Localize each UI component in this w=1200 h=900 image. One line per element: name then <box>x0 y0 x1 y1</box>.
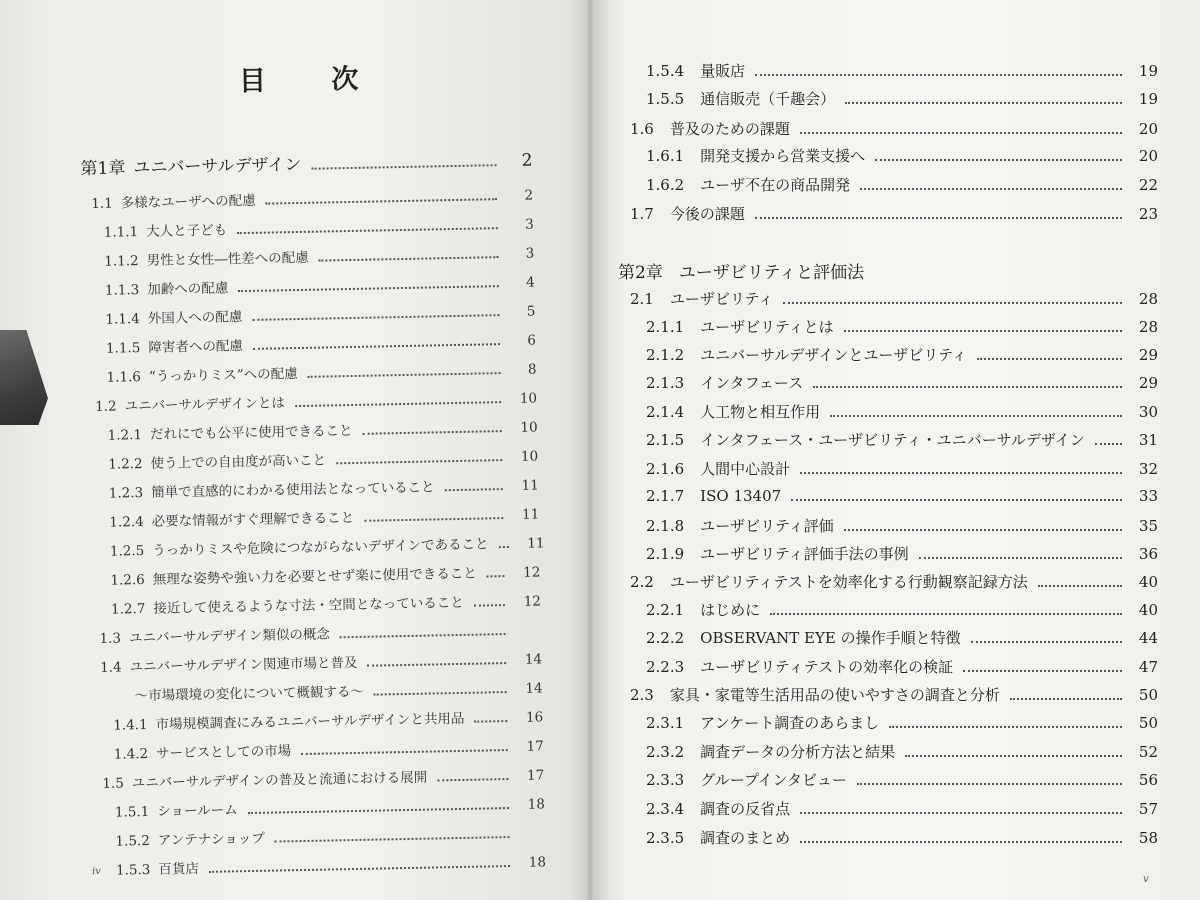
dot-leader <box>237 227 498 234</box>
toc-entry[interactable] <box>646 798 1158 819</box>
toc-entry-page: 6 <box>527 332 537 349</box>
toc-entry-title: ISO 13407 <box>700 487 782 505</box>
toc-entry-number: 2.1.9 <box>646 545 685 563</box>
toc-entry-title: インタフェース <box>700 374 804 392</box>
toc-entry[interactable] <box>646 656 1158 677</box>
toc-entry-title: はじめに <box>700 601 761 619</box>
dot-leader <box>844 529 1122 531</box>
dot-leader <box>445 488 503 491</box>
dot-leader <box>474 604 505 607</box>
toc-entry-page: 29 <box>1138 346 1158 364</box>
dot-leader <box>1038 585 1122 587</box>
toc-entry-page: 8 <box>527 361 537 378</box>
dot-leader <box>374 691 507 696</box>
toc-entry[interactable] <box>646 515 1158 536</box>
toc-entry-number: 1.5.2 <box>115 832 150 850</box>
toc-entry[interactable] <box>646 627 1158 648</box>
dot-leader <box>474 720 507 723</box>
toc-entry[interactable] <box>102 763 544 791</box>
toc-entry[interactable] <box>646 599 1158 620</box>
toc-entry-title: ユーザビリティテストの効率化の検証 <box>700 658 954 676</box>
toc-entry-title: ユーザビリティ評価 <box>700 517 834 535</box>
toc-entry-page: 3 <box>525 245 535 262</box>
toc-entry-title: 量販店 <box>700 62 746 80</box>
toc-entry-page: 5 <box>526 303 536 320</box>
toc-entry-title: 男性と女性―性差への配慮 <box>146 249 309 269</box>
dot-leader <box>1095 443 1122 445</box>
left-page-content <box>0 0 588 900</box>
toc-entry-number: 第2章 <box>618 263 663 283</box>
toc-entry-page: 20 <box>1138 120 1158 138</box>
toc-entry-title: ユニバーサルデザイン <box>133 154 302 179</box>
toc-entry-page: 44 <box>1138 629 1158 647</box>
dot-leader <box>844 330 1122 332</box>
dot-leader <box>275 836 510 843</box>
toc-entry[interactable] <box>105 299 535 327</box>
toc-entry-page: 40 <box>1138 573 1158 591</box>
dot-leader <box>248 807 509 814</box>
toc-entry-title: 大人と子ども <box>145 222 228 240</box>
toc-entry[interactable] <box>114 734 544 762</box>
dot-leader <box>209 865 510 873</box>
toc-entry[interactable] <box>646 487 1158 505</box>
toc-entry-number: 2.3 <box>630 686 654 704</box>
toc-entry-number: 1.1.4 <box>105 311 140 328</box>
toc-entry-page: 10 <box>520 419 538 436</box>
toc-entry[interactable] <box>109 531 545 560</box>
toc-entry-number: 2.2.3 <box>646 658 685 676</box>
toc-entry-page: 18 <box>527 796 546 813</box>
dot-leader <box>977 358 1122 360</box>
toc-entry-page: 28 <box>1138 290 1158 308</box>
toc-entry-number: 1.6 <box>630 120 654 138</box>
toc-entry[interactable] <box>116 850 546 878</box>
toc-entry-page: 33 <box>1138 487 1158 505</box>
dot-leader <box>845 102 1122 104</box>
toc-entry-page: 10 <box>519 390 538 407</box>
toc-entry-page: 32 <box>1138 460 1158 478</box>
toc-entry[interactable] <box>107 415 537 443</box>
toc-entry-title: 百貨店 <box>158 861 200 878</box>
toc-entry-number: 1.1.2 <box>104 253 139 270</box>
toc-entry-number: 1.2.7 <box>110 600 146 618</box>
toc-entry-page: 4 <box>526 274 535 291</box>
toc-entry-number: 2.1.4 <box>646 403 685 421</box>
toc-entry-title: 人工物と相互作用 <box>700 403 821 421</box>
toc-entry-title: インタフェース・ユーザビリティ・ユニバーサルデザイン <box>700 431 1085 449</box>
toc-entry-page: 20 <box>1138 147 1158 165</box>
toc-entry[interactable] <box>630 684 1158 705</box>
dot-leader <box>368 662 507 667</box>
toc-entry-number: 1.6.2 <box>646 176 685 194</box>
toc-entry-title: ユーザ不在の商品開発 <box>700 176 851 194</box>
toc-entry-title: ユーザビリティテストを効率化する行動観察記録方法 <box>669 573 1028 591</box>
toc-entry[interactable] <box>105 270 535 298</box>
toc-entry-title: ユーザビリティと評価法 <box>678 263 865 283</box>
toc-entry-number: 1.1.5 <box>105 340 141 357</box>
toc-entry-title: ユニバーサルデザイン類似の概念 <box>128 626 331 647</box>
toc-entry[interactable] <box>109 473 539 501</box>
dot-leader <box>755 217 1122 219</box>
toc-entry-number: 2.2 <box>630 573 654 591</box>
toc-entry[interactable] <box>113 705 543 733</box>
toc-entry[interactable] <box>646 60 1158 81</box>
toc-entry-title: 使う上での自由度が高いこと <box>150 452 327 472</box>
dot-leader <box>800 132 1122 134</box>
toc-entry-title: 調査の反省点 <box>700 800 791 818</box>
toc-entry-number: 2.1.8 <box>646 517 685 535</box>
toc-entry-title: 人間中心設計 <box>700 460 791 478</box>
toc-entry[interactable] <box>91 183 533 211</box>
toc-entry[interactable] <box>100 647 542 675</box>
toc-entry-page: 16 <box>525 709 544 726</box>
toc-entry[interactable] <box>646 741 1158 762</box>
toc-entry-page: 50 <box>1138 686 1158 704</box>
toc-entry[interactable] <box>646 429 1158 450</box>
toc-entry-number: 2.1.7 <box>646 487 685 505</box>
toc-entry-chapter-1[interactable] <box>80 145 532 179</box>
dot-leader <box>295 401 501 407</box>
dot-leader <box>336 459 502 464</box>
toc-entry-number: 2.3.2 <box>646 743 685 761</box>
toc-entry-title: 調査のまとめ <box>700 829 791 847</box>
toc-entry-title: OBSERVANT EYE の操作手順と特徴 <box>700 629 961 647</box>
toc-entry-number: 2.2.1 <box>646 601 685 619</box>
toc-entry-number: 1.2.5 <box>109 543 145 560</box>
toc-entry[interactable] <box>95 386 537 414</box>
toc-entry-title: アンケート調査のあらまし <box>700 714 880 732</box>
dot-leader <box>783 302 1122 304</box>
toc-entry-title: 多様なユーザへの配慮 <box>120 192 256 212</box>
toc-entry-title: ユニバーサルデザインとユーザビリティ <box>700 346 967 364</box>
dot-leader <box>238 285 499 292</box>
dot-leader <box>860 188 1122 190</box>
dot-leader <box>340 633 506 638</box>
toc-entry[interactable] <box>110 560 540 588</box>
toc-entry-title: ユーザビリティ評価手法の事例 <box>700 545 909 563</box>
toc-entry-title: グループインタビュー <box>700 771 848 789</box>
toc-entry-number: 1.2.4 <box>109 514 144 531</box>
toc-entry-chapter-2[interactable] <box>618 258 1158 283</box>
toc-entry-page: 36 <box>1138 545 1158 563</box>
toc-entry-page: 17 <box>526 738 544 755</box>
toc-entry-title: 調査データの分析方法と結果 <box>700 743 896 761</box>
toc-entry-page: 17 <box>526 767 545 784</box>
toc-entry-title: 今後の課題 <box>669 205 745 223</box>
toc-entry-number: 1.1.3 <box>104 282 140 299</box>
toc-entry[interactable] <box>115 821 545 849</box>
toc-entry-number: 1.2.1 <box>107 427 143 444</box>
toc-entry-number: 1.2.6 <box>110 572 145 589</box>
toc-entry[interactable] <box>630 203 1158 224</box>
dot-leader <box>770 613 1122 615</box>
toc-entry-number: 2.1.3 <box>646 374 685 392</box>
toc-entry-title: 開発支援から営業支援へ <box>700 147 866 165</box>
toc-entry-number: 1.1.6 <box>106 369 142 386</box>
toc-entry[interactable] <box>99 618 541 646</box>
toc-entry-title: 外国人への配慮 <box>147 309 243 327</box>
right-page <box>588 0 1200 900</box>
toc-entry[interactable] <box>646 543 1158 564</box>
toc-entry-title: 家具・家電等生活用品の使いやすさの調査と分析 <box>669 686 1000 704</box>
toc-entry-title: ユニバーサルデザインの普及と流通における展開 <box>131 769 428 792</box>
dot-leader <box>499 546 509 548</box>
dot-leader <box>301 749 508 755</box>
dot-leader <box>755 74 1122 76</box>
toc-entry-page: 19 <box>1138 90 1158 108</box>
toc-entry-number: 1.7 <box>630 205 654 223</box>
toc-entry[interactable] <box>106 357 536 385</box>
toc-entry-title: 無理な姿勢や強い力を必要とせず楽に使用できること <box>152 565 477 588</box>
toc-entry-number: 2.1 <box>630 290 654 308</box>
toc-entry[interactable] <box>646 145 1158 166</box>
toc-entry-number: 2.1.6 <box>646 460 685 478</box>
toc-entry[interactable] <box>104 212 534 240</box>
toc-entry-page: 2 <box>524 187 534 204</box>
toc-entry-number: 1.5.3 <box>115 861 151 879</box>
toc-entry-page: 56 <box>1138 771 1158 789</box>
dot-leader <box>800 841 1122 843</box>
toc-title: 目 次 <box>238 63 387 98</box>
dot-leader <box>813 386 1122 388</box>
dot-leader <box>311 164 496 170</box>
dot-leader <box>830 415 1122 417</box>
toc-entry-number: 2.1.1 <box>646 318 685 336</box>
toc-entry-title: 障害者への配慮 <box>148 338 244 356</box>
dot-leader <box>905 755 1122 757</box>
toc-entry-page: 23 <box>1138 205 1158 223</box>
toc-entry-number: 1.3 <box>99 630 122 647</box>
toc-entry-page: 29 <box>1138 374 1158 392</box>
toc-entry[interactable] <box>646 344 1158 365</box>
toc-entry-page: 40 <box>1138 601 1158 619</box>
toc-entry-page: 14 <box>524 651 543 668</box>
toc-entry-title: 通信販売（千趣会） <box>700 90 836 108</box>
dot-leader <box>919 557 1122 559</box>
toc-entry-number: 1.5.1 <box>114 803 150 821</box>
toc-entry[interactable] <box>646 827 1158 848</box>
toc-entry-number: 1.4.1 <box>113 716 148 734</box>
toc-entry-page: 18 <box>528 854 547 871</box>
toc-entry-title: 加齢への配慮 <box>147 280 229 298</box>
toc-entry-number: 第1章 <box>80 158 126 180</box>
toc-entry-number: 1.2.3 <box>108 485 144 502</box>
toc-entry-page: 2 <box>521 150 533 171</box>
page-folio-left: iv <box>91 865 102 878</box>
toc-entry-number: 1.5 <box>102 775 125 792</box>
toc-entry-page: 11 <box>521 506 540 523</box>
dot-leader <box>437 778 508 781</box>
dot-leader <box>487 575 505 577</box>
toc-entry-number: 2.3.1 <box>646 714 685 732</box>
toc-entry-title: うっかりミスや危険につながらないデザインであること <box>152 536 489 559</box>
toc-entry-number: 2.1.2 <box>646 346 685 364</box>
dot-leader <box>266 198 498 204</box>
toc-entry[interactable] <box>630 288 1158 309</box>
dot-leader <box>252 314 499 321</box>
toc-entry-number: 2.3.5 <box>646 829 685 847</box>
dot-leader <box>963 670 1122 672</box>
toc-entry[interactable] <box>111 589 541 617</box>
toc-entry-number: 1.2.2 <box>108 456 143 473</box>
toc-entry[interactable] <box>646 372 1158 393</box>
toc-entry-number: 1.6.1 <box>646 147 685 165</box>
toc-entry-number: 1.5.4 <box>646 62 685 80</box>
toc-entry[interactable] <box>630 571 1158 592</box>
dot-leader <box>791 499 1122 501</box>
toc-entry[interactable] <box>630 118 1158 139</box>
toc-entry[interactable] <box>646 712 1158 733</box>
toc-entry-page: 58 <box>1138 829 1158 847</box>
toc-entry-number: 1.4.2 <box>113 745 149 763</box>
dot-leader <box>800 472 1122 474</box>
toc-entry-page: 12 <box>523 593 542 610</box>
dot-leader <box>875 159 1122 161</box>
dot-leader <box>800 812 1122 814</box>
toc-entry-number: 1.4 <box>99 659 122 676</box>
toc-entry-number: 2.3.4 <box>646 800 685 818</box>
page-folio-right: v <box>1143 874 1149 885</box>
toc-entry-number: 1.5.5 <box>646 90 685 108</box>
toc-entry-title: ユーザビリティ <box>669 290 774 308</box>
toc-entry-number: 2.2.2 <box>646 629 685 647</box>
toc-entry-title: 普及のための課題 <box>669 120 790 138</box>
dot-leader <box>319 256 499 261</box>
toc-entry-page: 14 <box>525 680 543 697</box>
toc-entry[interactable] <box>115 792 545 820</box>
toc-entry-page: 35 <box>1138 517 1158 535</box>
toc-entry-title: アンテナショップ <box>157 830 265 849</box>
toc-entry-title: ～市場環境の変化について概観する～ <box>134 683 365 705</box>
toc-entry-page: 19 <box>1138 62 1158 80</box>
toc-entry-title: 接近して使えるような寸法・空間となっていること <box>153 594 464 617</box>
toc-entry[interactable] <box>646 769 1158 790</box>
toc-entry-title: だれにでも公平に使用できること <box>149 422 353 443</box>
toc-entry-title: ユニバーサルデザインとは <box>124 395 286 415</box>
dot-leader <box>364 517 503 522</box>
toc-entry-page: 31 <box>1138 431 1158 449</box>
toc-entry-number: 1.2 <box>94 398 117 415</box>
toc-entry-page: 28 <box>1138 318 1158 336</box>
toc-entry-title: 簡単で直感的にわかる使用法となっていること <box>151 479 435 501</box>
toc-entry-page: 11 <box>527 535 545 552</box>
toc-entry-page: 12 <box>523 564 541 581</box>
dot-leader <box>889 726 1122 728</box>
toc-entry-title: 必要な情報がすぐ理解できること <box>151 509 355 530</box>
toc-entry[interactable] <box>646 458 1158 479</box>
toc-entry[interactable] <box>108 444 538 472</box>
toc-entry[interactable] <box>646 88 1158 109</box>
toc-entry-page: 50 <box>1138 714 1158 732</box>
toc-entry[interactable] <box>646 316 1158 337</box>
toc-entry-page: 10 <box>520 448 539 465</box>
toc-entry-title: ユーザビリティとは <box>700 318 834 336</box>
toc-entry[interactable] <box>646 401 1158 422</box>
toc-entry-subtitle[interactable] <box>126 676 542 704</box>
left-page <box>0 0 588 900</box>
toc-entry-number: 1.1 <box>91 195 113 212</box>
toc-entry-title: ショールーム <box>157 802 238 820</box>
toc-entry-page: 22 <box>1138 176 1158 194</box>
toc-entry[interactable] <box>104 241 534 269</box>
toc-entry[interactable] <box>109 502 539 530</box>
dot-leader <box>253 343 500 350</box>
toc-entry-title: サービスとしての市場 <box>156 743 292 762</box>
dot-leader <box>363 430 502 435</box>
toc-entry-title: “うっかりミス”への配慮 <box>148 366 298 385</box>
toc-entry-page: 30 <box>1138 403 1158 421</box>
toc-entry-page: 57 <box>1138 800 1158 818</box>
dot-leader <box>1010 698 1122 700</box>
toc-entry-page: 52 <box>1138 743 1158 761</box>
toc-entry-title: ユニバーサルデザイン関連市場と普及 <box>129 654 358 676</box>
toc-entry-number: 1.1.1 <box>103 224 139 241</box>
toc-entry-title: 市場規模調査にみるユニバーサルデザインと共用品 <box>155 710 465 733</box>
toc-entry[interactable] <box>106 328 536 356</box>
dot-leader <box>308 372 501 378</box>
toc-entry-page: 11 <box>521 477 539 494</box>
toc-entry-number: 2.1.5 <box>646 431 685 449</box>
dot-leader <box>857 783 1122 785</box>
toc-entry-number: 2.3.3 <box>646 771 685 789</box>
toc-entry[interactable] <box>646 174 1158 195</box>
toc-entry-page: 3 <box>524 216 534 233</box>
toc-entry-page: 47 <box>1138 658 1158 676</box>
dot-leader <box>971 641 1122 643</box>
